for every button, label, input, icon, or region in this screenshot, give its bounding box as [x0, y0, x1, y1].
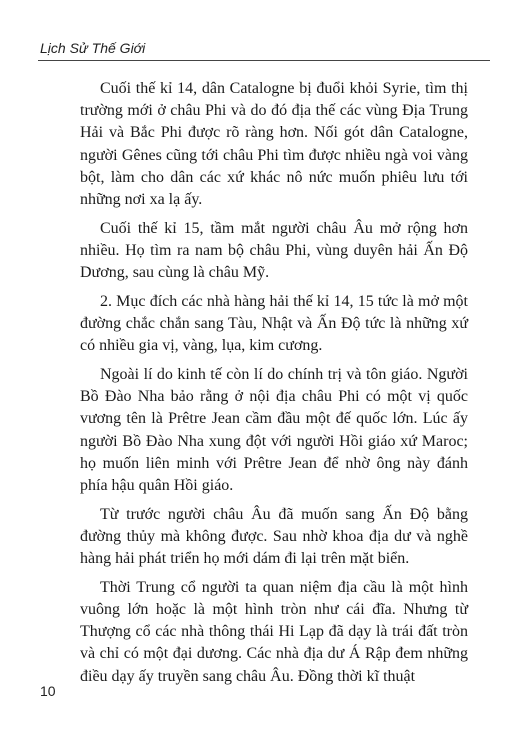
paragraph-1: Cuối thế kỉ 14, dân Catalogne bị đuổi khỏi Syrie, tìm thị trường mới ở châu Phi và do đó địa thế các vùng Địa Trung Hải và Bắc Phi được rõ ràng hơn. Nối gót dân Catalogne, người Gênes cũng tới châu Phi tìm được nhiều ngà voi vàng bột, làm cho dân các xứ khác nô nức muốn phiêu lưu tới những nơi xa lạ ấy.: [80, 80, 468, 209]
paragraph-4: Ngoài lí do kinh tế còn lí do chính trị và tôn giáo. Người Bồ Đào Nha bảo rằng ở nội địa châu Phi có một vị quốc vương tên là Prêtre Jean cầm đầu một đế quốc lớn. Lúc ấy người Bồ Đào Nha xung đột với người Hồi giáo xứ Maroc; họ muốn liên minh với Prêtre Jean để nhờ ông này đánh phía hậu quân Hồi giáo.: [80, 365, 468, 494]
body-text: [80, 78, 468, 694]
header-rule: [38, 60, 490, 61]
paragraph-5: Từ trước người châu Âu đã muốn sang Ấn Độ bằng đường thủy mà không được. Sau nhờ khoa địa dư và nghề hàng hải phát triển họ mới dám đi lại trên mặt biển.: [80, 505, 468, 568]
paragraph-3: 2. Mục đích các nhà hàng hải thế kỉ 14, 15 tức là mở một đường chắc chắn sang Tàu, Nhật và Ấn Độ tức là những xứ có nhiều gia vị, vàng, lụa, kim cương.: [80, 292, 468, 355]
running-header: Lịch Sử Thế Giới: [40, 40, 146, 56]
paragraph-2: Cuối thế kỉ 15, tầm mắt người châu Âu mở rộng hơn nhiều. Họ tìm ra nam bộ châu Phi, vùng duyên hải Ấn Độ Dương, sau cùng là châu Mỹ.: [80, 219, 468, 282]
paragraph-6: Thời Trung cổ người ta quan niệm địa cầu là một hình vuông lớn hoặc là một hình tròn như cái đĩa. Nhưng từ Thượng cổ các nhà thông thái Hi Lạp đã dạy là trái đất tròn và chỉ có một đại dương. Các nhà địa dư Á Rập đem những điều dạy ấy truyền sang châu Âu. Đồng thời kĩ thuật: [80, 578, 468, 685]
page-number: 10: [40, 683, 56, 699]
